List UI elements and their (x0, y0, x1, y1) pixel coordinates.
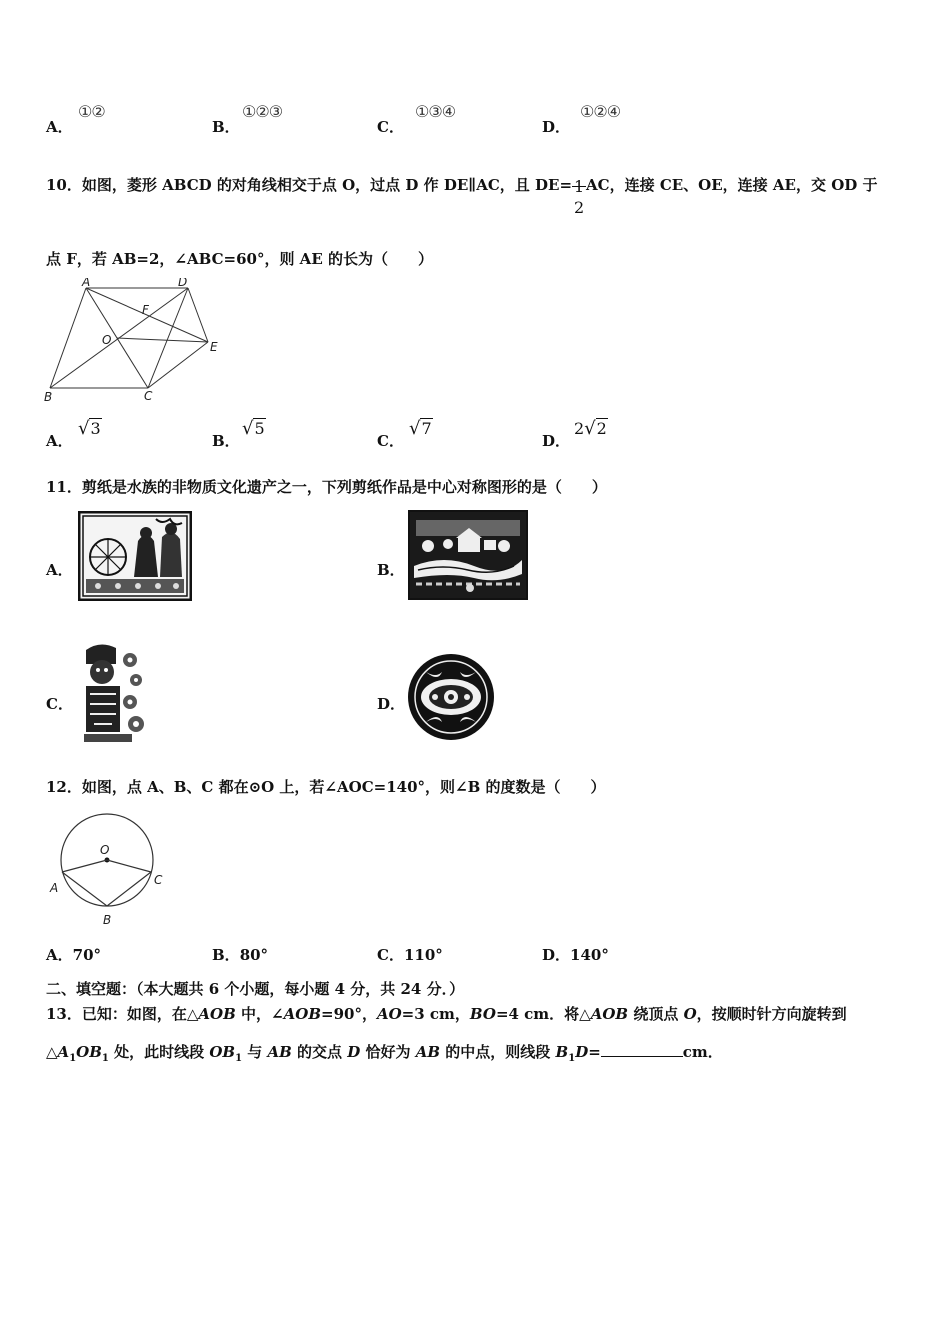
option-letter: A． (46, 118, 73, 136)
radicand: 2 (596, 419, 607, 438)
point-label-o: O (100, 843, 110, 857)
radical-sign-icon: √ (409, 418, 421, 439)
text: ，按顺时针方向旋转到 (696, 1005, 847, 1023)
option-letter: B． (212, 946, 240, 964)
q12-option-a[interactable] (46, 944, 101, 965)
q10-text-b: AC，连接 CE、OE，连接 AE，交 OD 于 (586, 176, 878, 194)
segment-de (188, 288, 208, 342)
option-value: ①②③ (242, 102, 283, 121)
q11-stem: 11．剪纸是水族的非物质文化遗产之一，下列剪纸作品是中心对称图形的是（ ） (46, 478, 607, 496)
math-var: OB (76, 1043, 102, 1061)
fraction-denominator: 2 (574, 198, 585, 217)
q9-option-a[interactable] (46, 102, 105, 137)
q13-stem-line1 (46, 1003, 847, 1024)
point-label-a: A (50, 881, 59, 895)
subscript: 1 (568, 1053, 576, 1064)
point-label-b: B (103, 913, 112, 927)
text: 13．已知：如图，在△ (46, 1005, 199, 1023)
math-var: O (683, 1005, 697, 1023)
q9-option-c[interactable] (377, 102, 456, 137)
q12-option-b[interactable] (212, 944, 268, 965)
option-letter: A． (46, 432, 73, 450)
option-value: 80° (239, 946, 269, 964)
text: 的中点，则线段 (440, 1043, 556, 1061)
subscript: 1 (235, 1053, 243, 1064)
segment-ab (50, 288, 86, 388)
option-letter: D． (542, 118, 571, 136)
option-value: 140° (570, 946, 609, 964)
fraction-one-half (572, 166, 586, 217)
math-var: AB (415, 1043, 441, 1061)
point-label-f: F (142, 303, 149, 317)
papercut-village-scene-image (408, 510, 528, 600)
segment-oe (117, 338, 208, 342)
math-var: OB (209, 1043, 236, 1061)
option-letter: C． (377, 946, 404, 964)
sqrt-expression (574, 418, 608, 439)
q12-circle-figure (44, 810, 174, 930)
point-label-c: C (144, 389, 153, 403)
math-var: AO (376, 1005, 402, 1023)
radical-sign-icon: √ (242, 418, 254, 439)
text: =90°， (321, 1005, 377, 1023)
radical-sign-icon: √ (78, 418, 90, 439)
q10-option-c[interactable] (377, 418, 432, 451)
point-label-b: B (44, 390, 53, 403)
fraction-numerator: 1 (574, 177, 585, 196)
option-letter: B． (212, 432, 240, 450)
radius-oa (62, 860, 107, 872)
q10-stem-line2: 点 F，若 AB=2，∠ABC=60°，则 AE 的长为（ ） (46, 250, 433, 268)
option-letter: C． (377, 432, 404, 450)
math-var: D (575, 1043, 589, 1061)
papercut-figure-image (76, 640, 150, 744)
sqrt-expression (78, 418, 102, 439)
q9-option-d[interactable] (542, 102, 621, 137)
chord-ab (62, 872, 107, 906)
sqrt-expression (409, 418, 433, 439)
q10-option-d[interactable] (542, 418, 607, 451)
math-var: AB (267, 1043, 292, 1061)
q11-option-b[interactable]: B． (377, 561, 405, 579)
radicand: 3 (90, 419, 101, 438)
point-label-d: D (178, 278, 188, 289)
q11-option-c[interactable]: C． (46, 695, 73, 713)
option-value: 70° (72, 946, 102, 964)
option-letter: C． (377, 118, 404, 136)
papercut-spinning-wheel-image (78, 511, 192, 601)
q11-option-d[interactable]: D． (377, 695, 406, 713)
text: =4 cm．将△ (495, 1005, 591, 1023)
text: =3 cm， (401, 1005, 470, 1023)
text: cm． (682, 1043, 723, 1061)
subscript: 1 (69, 1053, 77, 1064)
subscript: 1 (101, 1053, 109, 1064)
answer-blank-input[interactable] (601, 1042, 683, 1057)
math-var: A (57, 1043, 70, 1061)
option-value: ①② (78, 102, 105, 121)
q12-option-c[interactable] (377, 944, 443, 965)
q13-stem-line2 (46, 1041, 723, 1064)
q10-rhombus-figure (40, 278, 230, 403)
text: 恰好为 (360, 1043, 416, 1061)
radicand: 7 (421, 419, 432, 438)
math-var: BO (469, 1005, 496, 1023)
q10-option-b[interactable] (212, 418, 265, 451)
option-letter: D． (542, 432, 571, 450)
math-var: AOB (590, 1005, 629, 1023)
q9-option-b[interactable] (212, 102, 283, 137)
option-letter: A． (46, 946, 73, 964)
papercut-round-medallion-image (406, 652, 496, 742)
math-var: AOB (198, 1005, 236, 1023)
option-letter: B． (212, 118, 240, 136)
q10-text-a: 10．如图，菱形 ABCD 的对角线相交于点 O，过点 D 作 DE∥AC，且 DE= (46, 176, 573, 194)
text: 的交点 (291, 1043, 348, 1061)
radius-oc (107, 860, 151, 872)
sqrt-expression (242, 418, 266, 439)
radical-sign-icon: √ (584, 418, 596, 439)
option-value: ①②④ (580, 102, 621, 121)
q12-stem: 12．如图，点 A、B、C 都在⊙O 上，若∠AOC=140°，则∠B 的度数是（ ） (46, 778, 606, 796)
math-var: AOB (283, 1005, 321, 1023)
q12-option-d[interactable] (542, 944, 609, 965)
radicand: 5 (254, 419, 265, 438)
point-label-o: O (102, 333, 112, 347)
point-label-e: E (210, 340, 218, 354)
q10-option-a[interactable] (46, 418, 101, 451)
q11-option-a[interactable]: A． (46, 561, 73, 579)
option-value: ①③④ (415, 102, 456, 121)
section-heading: 二、填空题：（本大题共 6 个小题，每小题 4 分，共 24 分．） (46, 980, 465, 998)
text: 中，∠ (235, 1005, 284, 1023)
text: 绕顶点 (628, 1005, 684, 1023)
option-value: 110° (403, 946, 443, 964)
text: = (588, 1043, 601, 1061)
coefficient: 2 (574, 419, 585, 438)
option-letter: D． (542, 946, 571, 964)
q10-stem-line1 (46, 164, 878, 217)
point-label-a: A (82, 278, 91, 289)
math-var: B (555, 1043, 569, 1061)
point-label-c: C (154, 873, 163, 887)
text: 与 (242, 1043, 268, 1061)
text: 处，此时线段 (108, 1043, 210, 1061)
text: △ (46, 1043, 58, 1061)
math-var: D (347, 1043, 361, 1061)
